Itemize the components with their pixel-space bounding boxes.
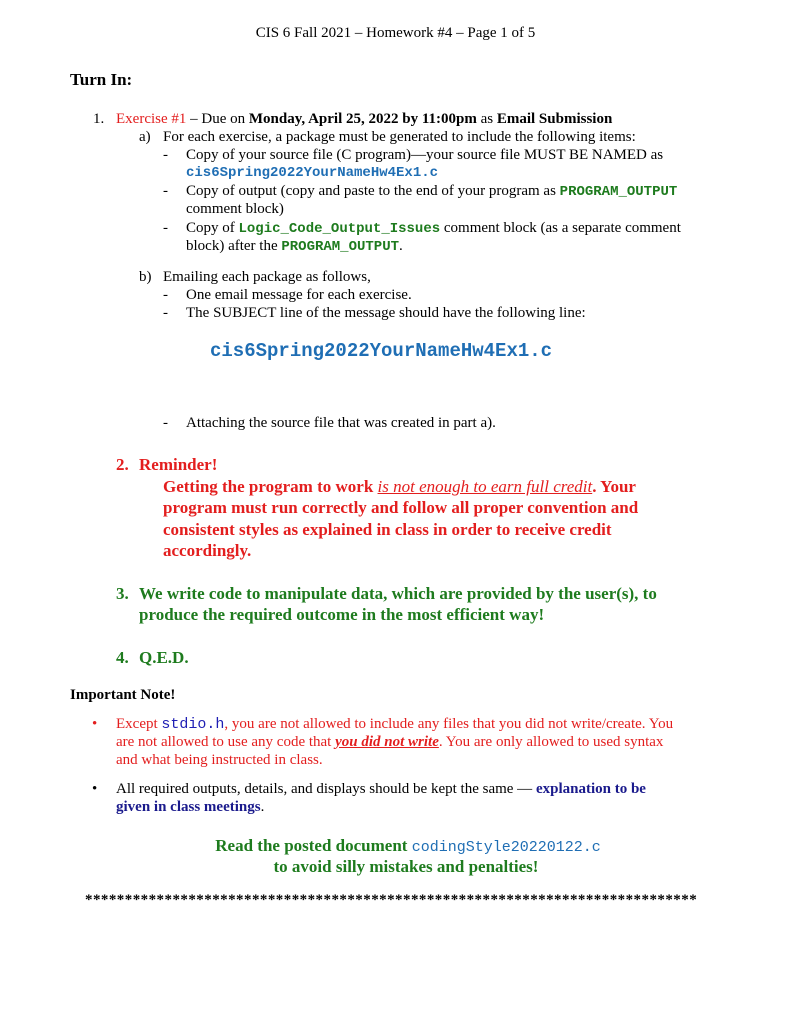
note2-b: explanation to be bbox=[535, 781, 646, 797]
read-doc-line bbox=[0, 835, 791, 859]
submission-type: Email Submission bbox=[496, 111, 613, 127]
note2-line2 bbox=[116, 798, 264, 816]
turn-in-heading: Turn In: bbox=[70, 70, 133, 89]
note1-line3: and what being instructed in class. bbox=[116, 752, 323, 768]
item2-title: Reminder! bbox=[139, 455, 218, 474]
note1-line2 bbox=[116, 733, 663, 751]
subject-line: cis6Spring2022YourNameHw4Ex1.c bbox=[210, 340, 553, 362]
dash: - bbox=[163, 147, 168, 163]
important-note-heading: Important Note! bbox=[70, 687, 176, 703]
item3-line1: We write code to manipulate data, which are provided by the user(s), to bbox=[139, 584, 657, 603]
a3-text2: comment block (as a separate comment bbox=[440, 220, 681, 236]
item2-number: 2. bbox=[116, 455, 129, 474]
due-date: Monday, April 25, 2022 by 11:00pm bbox=[248, 111, 477, 127]
due-prefix: – Due on bbox=[186, 111, 249, 127]
sub-a-text: For each exercise, a package must be generated to include the following items: bbox=[163, 129, 636, 145]
a3-end: . bbox=[399, 238, 403, 254]
note1-line1 bbox=[116, 715, 673, 734]
read-text: Read the posted document bbox=[215, 836, 412, 855]
item4-text: Q.E.D. bbox=[139, 648, 189, 667]
sub-b-label: b) bbox=[139, 269, 152, 285]
b3-text: Attaching the source file that was created in part a). bbox=[186, 415, 496, 431]
b1-text: One email message for each exercise. bbox=[186, 287, 412, 303]
item1-number: 1. bbox=[93, 111, 105, 127]
note1-c: are not allowed to use any code that bbox=[116, 734, 336, 750]
as-text: as bbox=[476, 111, 497, 127]
note2-c: given in class meetings bbox=[116, 799, 261, 815]
a2-code: PROGRAM_OUTPUT bbox=[559, 184, 678, 200]
coding-style-doc: codingStyle20220122.c bbox=[411, 839, 601, 856]
a1-text: Copy of your source file (C program)—your source file MUST BE NAMED as bbox=[186, 147, 664, 163]
item2-line1 bbox=[163, 476, 636, 498]
bullet: • bbox=[92, 716, 98, 732]
b2-text: The SUBJECT line of the message should have the following line: bbox=[186, 305, 586, 321]
a3-text3: block) after the bbox=[186, 238, 282, 254]
page-header: CIS 6 Fall 2021 – Homework #4 – Page 1 of 5 bbox=[255, 25, 536, 41]
a3-code2: PROGRAM_OUTPUT bbox=[281, 239, 399, 255]
dash: - bbox=[163, 287, 168, 303]
note1-a: Except bbox=[116, 716, 162, 732]
item4-number: 4. bbox=[116, 648, 129, 667]
a2-text2: comment block) bbox=[186, 201, 284, 217]
item2-emphasis: is not enough to earn full credit bbox=[377, 477, 593, 496]
note2-line1 bbox=[116, 780, 646, 798]
dash: - bbox=[163, 183, 168, 199]
stdio-code: stdio.h bbox=[161, 716, 225, 733]
note1-b: , you are not allowed to include any files that you did not write/create. You bbox=[224, 716, 674, 732]
item2-line4: accordingly. bbox=[163, 541, 252, 560]
a1-filename: cis6Spring2022YourNameHw4Ex1.c bbox=[186, 165, 439, 181]
a3-line2 bbox=[186, 237, 403, 256]
avoid-mistakes-line: to avoid silly mistakes and penalties! bbox=[273, 857, 539, 876]
note2-d: . bbox=[260, 799, 265, 815]
bullet: • bbox=[92, 781, 98, 797]
sub-b-text: Emailing each package as follows, bbox=[163, 269, 371, 285]
sub-a-label: a) bbox=[139, 129, 151, 145]
a3-line bbox=[186, 219, 681, 238]
a2-line bbox=[186, 182, 677, 201]
note1-emphasis: you did not write bbox=[335, 734, 439, 750]
a3-code: Logic_Code_Output_Issues bbox=[238, 221, 441, 237]
a3-text: Copy of bbox=[186, 220, 239, 236]
item1-line bbox=[116, 110, 612, 128]
dash: - bbox=[163, 305, 168, 321]
item2-line2: program must run correctly and follow all proper convention and bbox=[163, 498, 639, 517]
note1-d: . You are only allowed to used syntax bbox=[438, 734, 664, 750]
exercise-label: Exercise #1 bbox=[116, 111, 187, 127]
item2-line3: consistent styles as explained in class in order to receive credit bbox=[163, 520, 612, 539]
note2-a: All required outputs, details, and displays should be kept the same — bbox=[116, 781, 536, 797]
item2-line1-a: Getting the program to work bbox=[163, 477, 378, 496]
a2-text: Copy of output (copy and paste to the end of your program as bbox=[186, 183, 560, 199]
item3-line2: produce the required outcome in the most efficient way! bbox=[139, 605, 545, 624]
item3-number: 3. bbox=[116, 584, 129, 603]
dash: - bbox=[163, 415, 168, 431]
separator-stars: ***************************************************************************** bbox=[85, 892, 698, 908]
item2-line1-b: . Your bbox=[592, 477, 636, 496]
dash: - bbox=[163, 220, 168, 236]
